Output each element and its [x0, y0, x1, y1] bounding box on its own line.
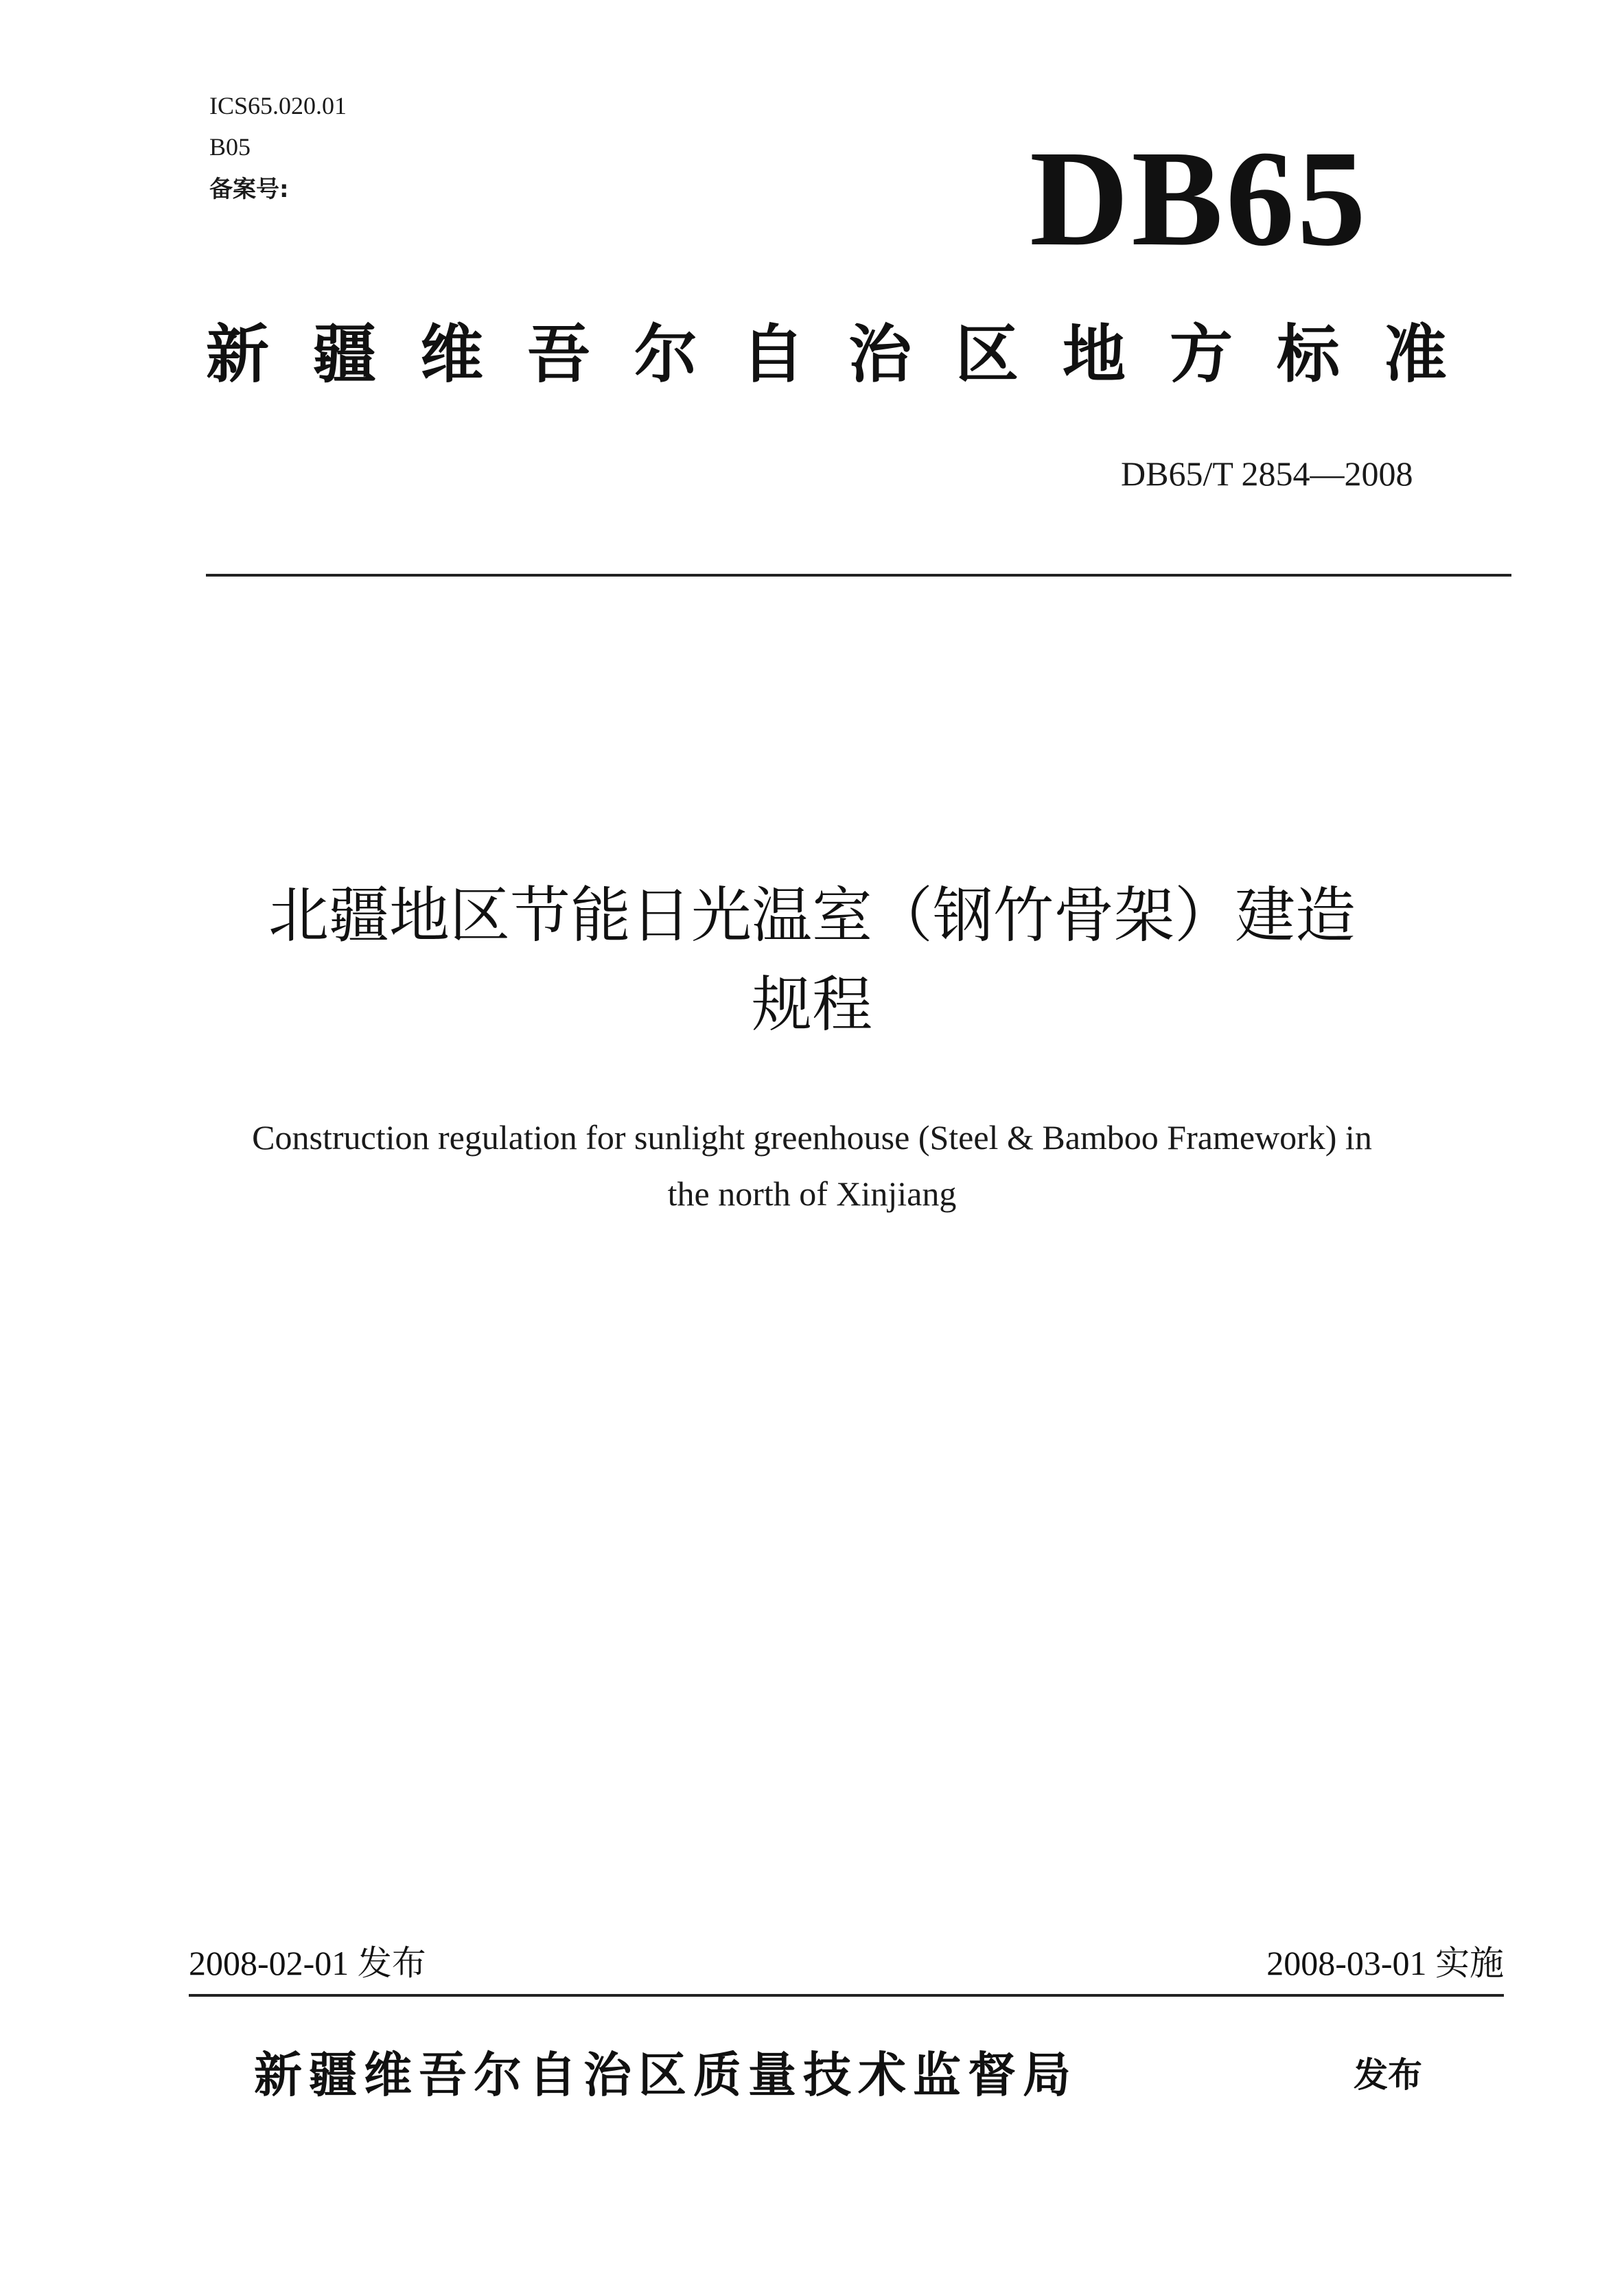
header-divider	[206, 574, 1511, 577]
title-en-line2: the north of Xinjiang	[667, 1174, 957, 1213]
standard-code-logo: DB65	[1030, 123, 1369, 275]
record-number-label: 备案号:	[209, 176, 289, 203]
issuer-suffix: 发布	[1354, 2055, 1422, 2095]
title-cn-line2: 规程	[751, 969, 872, 1040]
title-en-line1: Construction regulation for sunlight greenhouse (Steel & Bamboo Framework) in	[252, 1118, 1372, 1157]
standard-type-heading: 新疆维吾尔自治区地方标准	[206, 318, 1492, 391]
standard-number: DB65/T 2854—2008	[1121, 454, 1413, 493]
issuing-authority: 新疆维吾尔自治区质量技术监督局	[254, 2047, 1078, 2103]
title-cn-line1: 北疆地区节能日光温室（钢竹骨架）建造	[268, 880, 1356, 951]
implementation-date: 2008-03-01 实施	[1266, 1944, 1504, 1982]
footer-divider	[189, 1994, 1504, 1997]
publish-date: 2008-02-01 发布	[189, 1944, 426, 1982]
classification-code: B05	[209, 133, 251, 161]
ics-code: ICS65.020.01	[209, 92, 347, 119]
